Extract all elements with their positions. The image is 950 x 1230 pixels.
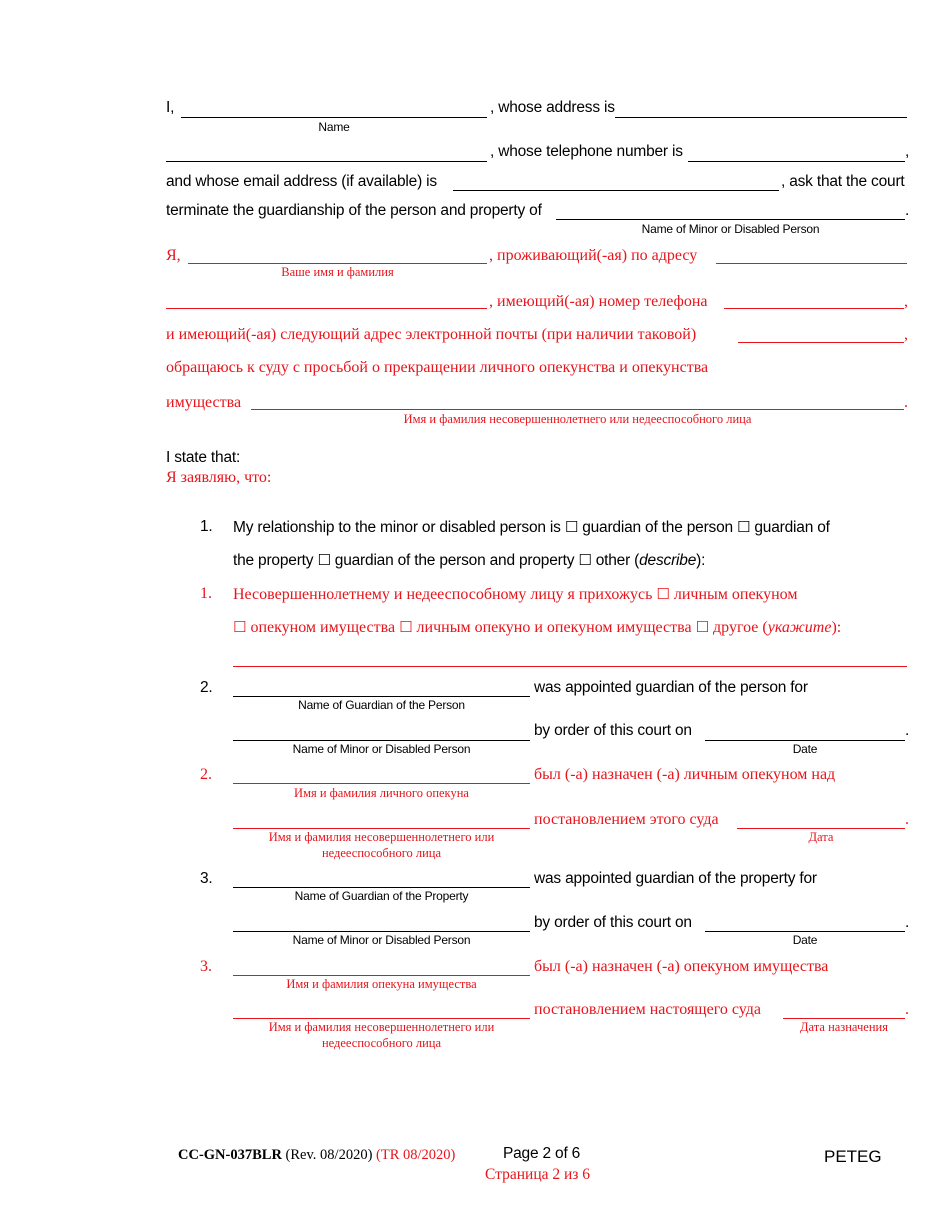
option-person-property: guardian of the person and property (334, 552, 575, 569)
guardian-person-caption: Name of Guardian of the Person (298, 698, 465, 712)
close-paren: ): (696, 552, 706, 569)
ru-checkbox-property[interactable]: ☐ (233, 618, 247, 636)
email-field[interactable] (453, 190, 779, 191)
ru-close-paren: ): (831, 619, 842, 636)
describe-text: describe (639, 552, 697, 569)
ru-state-heading: Я заявляю, что: (166, 469, 272, 486)
ru-i-label: Я, (166, 247, 181, 264)
guardian-property-name-field[interactable] (233, 887, 530, 888)
checkbox-person-property[interactable]: ☐ (317, 551, 331, 569)
name-field[interactable] (181, 117, 487, 118)
ru-item3-order-label: постановлением настоящего суда (534, 1001, 762, 1018)
minor-name-caption: Name of Minor or Disabled Person (641, 222, 820, 236)
ru-email-label: и имеющий(-ая) следующий адрес электронной почты (при наличии таковой) (166, 326, 697, 343)
item2-minor-caption: Name of Minor or Disabled Person (292, 742, 471, 756)
ru-phone-field[interactable] (724, 308, 904, 309)
ru-item2-period: . (905, 811, 909, 828)
ru-item2-appointed-label: был (-а) назначен (-а) личным опекуном над (534, 766, 836, 783)
item2-date-field[interactable] (705, 740, 905, 741)
ru-name-caption: Ваше имя и фамилия (281, 265, 394, 279)
ru-property-label: имущества (166, 394, 242, 411)
item3-order-label: by order of this court on (534, 914, 692, 931)
ru-item3-appointed-label: был (-а) назначен (-а) опекуном имущества (534, 958, 829, 975)
ru-item2-date-caption: Дата (808, 830, 834, 844)
guardian-property-caption: Name of Guardian of the Property (294, 889, 469, 903)
relationship-text: My relationship to the minor or disabled person is (233, 519, 561, 536)
ru-living-label: , проживающий(-ая) по адресу (489, 247, 698, 264)
ru-item3-date-caption: Дата назначения (800, 1020, 888, 1034)
ru-item2-order-label: постановлением этого суда (534, 811, 719, 828)
item1-options-line (233, 551, 705, 570)
form-translation-revision: (TR 08/2020) (376, 1147, 456, 1163)
ru-item1-number: 1. (200, 585, 212, 602)
ru-guardian-property-caption: Имя и фамилия опекуна имущества (286, 977, 477, 991)
item3-minor-caption: Name of Minor or Disabled Person (292, 933, 471, 947)
ru-item2-minor-caption-1: Имя и фамилия несовершеннолетнего или (268, 830, 495, 844)
period: . (905, 202, 910, 219)
ru-minor-name-caption: Имя и фамилия несовершеннолетнего или недееспособного лица (403, 412, 752, 426)
checkbox-guardian-property[interactable]: ☐ (737, 518, 751, 536)
minor-name-field[interactable] (556, 219, 905, 220)
form-id: CC-GN-037BLR (178, 1147, 282, 1163)
item2-period: . (905, 722, 910, 739)
ru-item1-options-line (233, 618, 841, 637)
other-description-field[interactable] (233, 666, 907, 667)
ru-item2-number: 2. (200, 766, 212, 783)
ru-item2-minor-name-field[interactable] (233, 828, 530, 829)
ru-period: . (904, 394, 908, 411)
ru-page-number: Страница 2 из 6 (485, 1166, 591, 1183)
option-guardian-person: guardian of the person (582, 519, 733, 536)
ru-option-personal: личным опекуном (673, 586, 798, 603)
ru-item2-date-field[interactable] (737, 828, 905, 829)
item3-appointed-label: was appointed guardian of the property for (534, 870, 817, 887)
ru-checkbox-both[interactable]: ☐ (399, 618, 413, 636)
ru-item2-minor-caption-2: недееспособного лица (321, 846, 442, 860)
checkbox-guardian-person[interactable]: ☐ (564, 518, 579, 536)
item3-number: 3. (200, 870, 213, 887)
ru-guardian-person-caption: Имя и фамилия личного опекуна (294, 786, 469, 800)
guardian-person-name-field[interactable] (233, 696, 530, 697)
form-code: PETEG (824, 1147, 882, 1166)
item3-date-field[interactable] (705, 931, 905, 932)
ru-option-property: опекуном имущества (250, 619, 396, 636)
item3-minor-name-field[interactable] (233, 931, 530, 932)
ru-specify-text: укажите (767, 619, 832, 636)
ru-comma-2: , (904, 326, 908, 343)
footer-form-info (178, 1147, 455, 1164)
item2-order-label: by order of this court on (534, 722, 692, 739)
i-label: I, (166, 99, 175, 116)
page-number: Page 2 of 6 (503, 1145, 581, 1162)
ru-relationship-text: Несовершеннолетнему и недееспособному лицу я прихожусь (233, 586, 653, 603)
ru-option-other: другое ( (713, 619, 768, 636)
ru-checkbox-other[interactable]: ☐ (695, 618, 710, 636)
ru-checkbox-personal[interactable]: ☐ (656, 585, 670, 603)
ask-court-label: , ask that the court (781, 173, 905, 190)
form-revision: (Rev. 08/2020) (285, 1147, 373, 1163)
option-guardian-of: guardian of (754, 519, 830, 536)
ru-phone-label: , имеющий(-ая) номер телефона (489, 293, 708, 310)
terminate-label: terminate the guardianship of the person and property of (166, 202, 542, 219)
email-label: and whose email address (if available) is (166, 173, 437, 190)
name-caption: Name (318, 120, 350, 134)
option-other: other ( (595, 552, 640, 569)
address-field[interactable] (615, 117, 907, 118)
item2-minor-name-field[interactable] (233, 740, 530, 741)
item1-relationship-label (233, 518, 830, 537)
comma: , (905, 143, 910, 160)
ru-minor-name-field[interactable] (251, 409, 904, 410)
ru-request-label: обращаюсь к суду с просьбой о прекращении личного опекунства и опекунства (166, 359, 709, 376)
ru-item3-minor-caption-2: недееспособного лица (321, 1036, 442, 1050)
item2-number: 2. (200, 679, 213, 696)
ru-item3-minor-name-field[interactable] (233, 1018, 530, 1019)
address-continued-field[interactable] (166, 161, 487, 162)
ru-name-field[interactable] (188, 263, 487, 264)
option-the-property: the property (233, 552, 314, 569)
ru-address-field[interactable] (716, 263, 907, 264)
whose-address-label: , whose address is (490, 99, 615, 116)
ru-comma: , (904, 293, 908, 310)
item3-period: . (905, 914, 910, 931)
item3-date-caption: Date (792, 933, 818, 947)
ru-item3-period: . (905, 1001, 909, 1018)
ru-guardian-property-name-field[interactable] (233, 975, 530, 976)
whose-phone-label: , whose telephone number is (490, 143, 683, 160)
item2-appointed-label: was appointed guardian of the person for (534, 679, 808, 696)
ru-email-field[interactable] (738, 342, 904, 343)
ru-item3-number: 3. (200, 958, 212, 975)
telephone-field[interactable] (688, 161, 905, 162)
state-heading: I state that: (166, 449, 241, 466)
ru-item3-date-field[interactable] (783, 1018, 905, 1019)
ru-guardian-person-name-field[interactable] (233, 783, 530, 784)
ru-address-continued-field[interactable] (166, 308, 487, 309)
ru-item3-minor-caption-1: Имя и фамилия несовершеннолетнего или (268, 1020, 495, 1034)
checkbox-other[interactable]: ☐ (578, 551, 592, 569)
item2-date-caption: Date (792, 742, 818, 756)
ru-option-both: личным опекуно и опекуном имущества (416, 619, 692, 636)
item1-number: 1. (200, 518, 213, 535)
ru-item1-relationship-label (233, 585, 797, 604)
